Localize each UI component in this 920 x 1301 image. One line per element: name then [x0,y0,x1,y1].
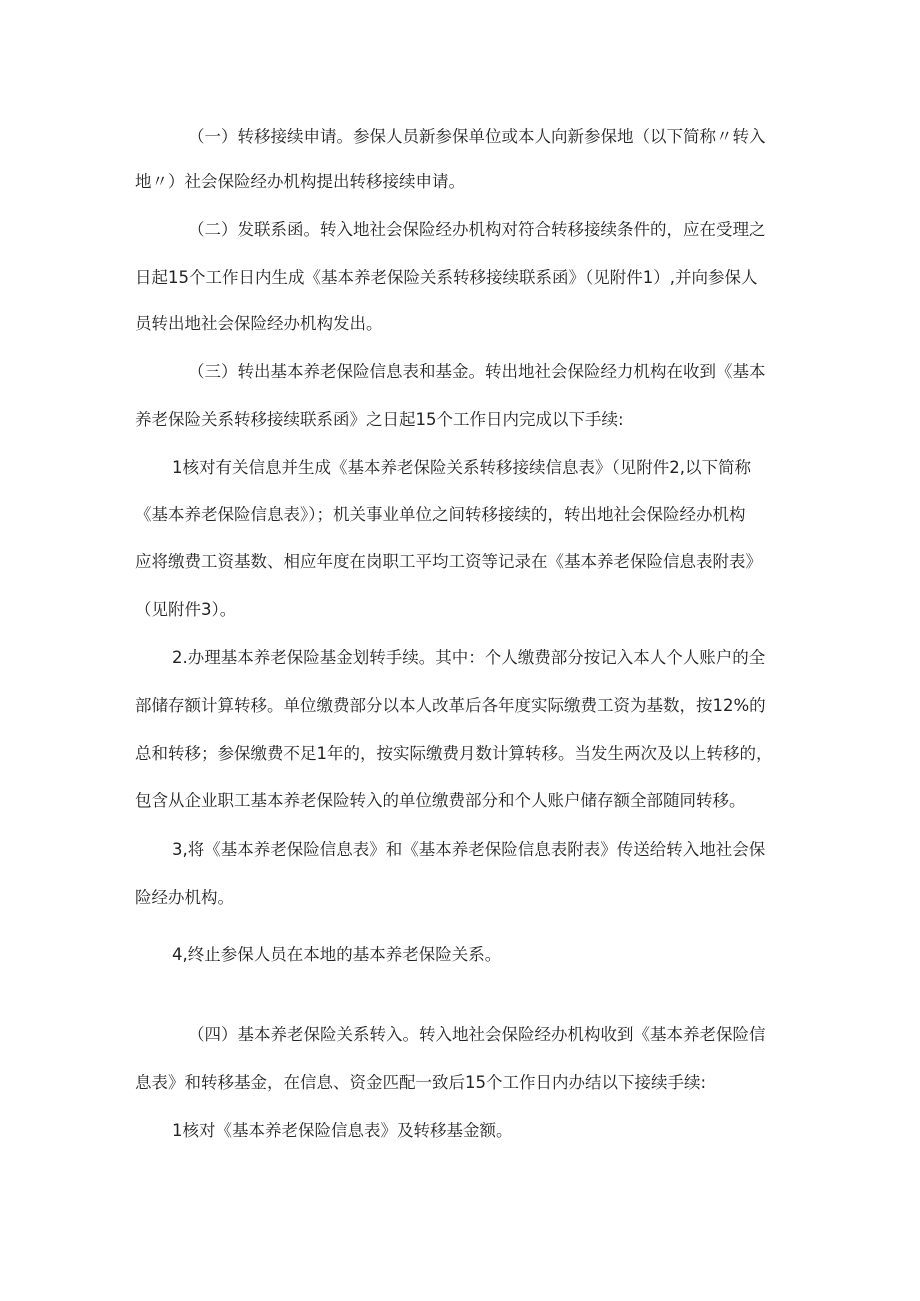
item-3-1-line-2: 《基本养老保险信息表》）；机关事业单位之间转移接续的，转出地社会保险经办机构 [135,505,746,524]
item-3-1-line-3: 应将缴费工资基数、相应年度在岗职工平均工资等记录在《基本养老保险信息表附表》 [135,552,762,571]
section-2-line-2: 日起15个工作日内生成《基本养老保险关系转移接续联系函》（见附件1）,并向参保人 [135,268,758,287]
section-3-line-2: 养老保险关系转移接续联系函》之日起15个工作日内完成以下手续: [135,410,624,429]
item-3-4-line-1: 4,终止参保人员在本地的基本养老保险关系。 [172,945,502,964]
item-3-1-line-1: 1核对有关信息并生成《基本养老保险关系转移接续信息表》（见附件2,以下简称 [172,458,751,477]
item-4-1-line-1: 1核对《基本养老保险信息表》及转移基金额。 [172,1121,513,1140]
item-3-3-line-1: 3,将《基本养老保险信息表》和《基本养老保险信息表附表》传送给转入地社会保 [172,840,766,859]
item-3-2-line-3: 总和转移；参保缴费不足1年的，按实际缴费月数计算转移。当发生两次及以上转移的， [135,744,773,763]
item-3-1-line-4: （见附件3）。 [135,600,237,619]
section-3-line-1: （三）转出基本养老保险信息表和基金。转出地社会保险经力机构在收到《基本 [188,362,766,381]
item-3-3-line-2: 险经办机构。 [135,888,234,907]
section-2-line-1: （二）发联系函。转入地社会保险经办机构对符合转移接续条件的，应在受理之 [188,220,766,239]
section-1-line-1: （一）转移接续申请。参保人员新参保单位或本人向新参保地（以下简称〃转入 [188,127,766,146]
section-4-line-1: （四）基本养老保险关系转入。转入地社会保险经办机构收到《基本养老保险信 [188,1025,766,1044]
section-4-line-2: 息表》和转移基金，在信息、资金匹配一致后15个工作日内办结以下接续手续: [135,1073,707,1092]
section-2-line-3: 员转出地社会保险经办机构发出。 [135,314,383,333]
section-1-line-2: 地〃）社会保险经办机构提出转移接续申请。 [135,172,465,191]
item-3-2-line-4: 包含从企业职工基本养老保险转入的单位缴费部分和个人账户储存额全部随同转移。 [135,791,746,810]
item-3-2-line-2: 部储存额计算转移。单位缴费部分以本人改革后各年度实际缴费工资为基数，按12%的 [135,696,766,715]
item-3-2-line-1: 2.办理基本养老保险基金划转手续。其中：个人缴费部分按记入本人个人账户的全 [172,648,766,667]
